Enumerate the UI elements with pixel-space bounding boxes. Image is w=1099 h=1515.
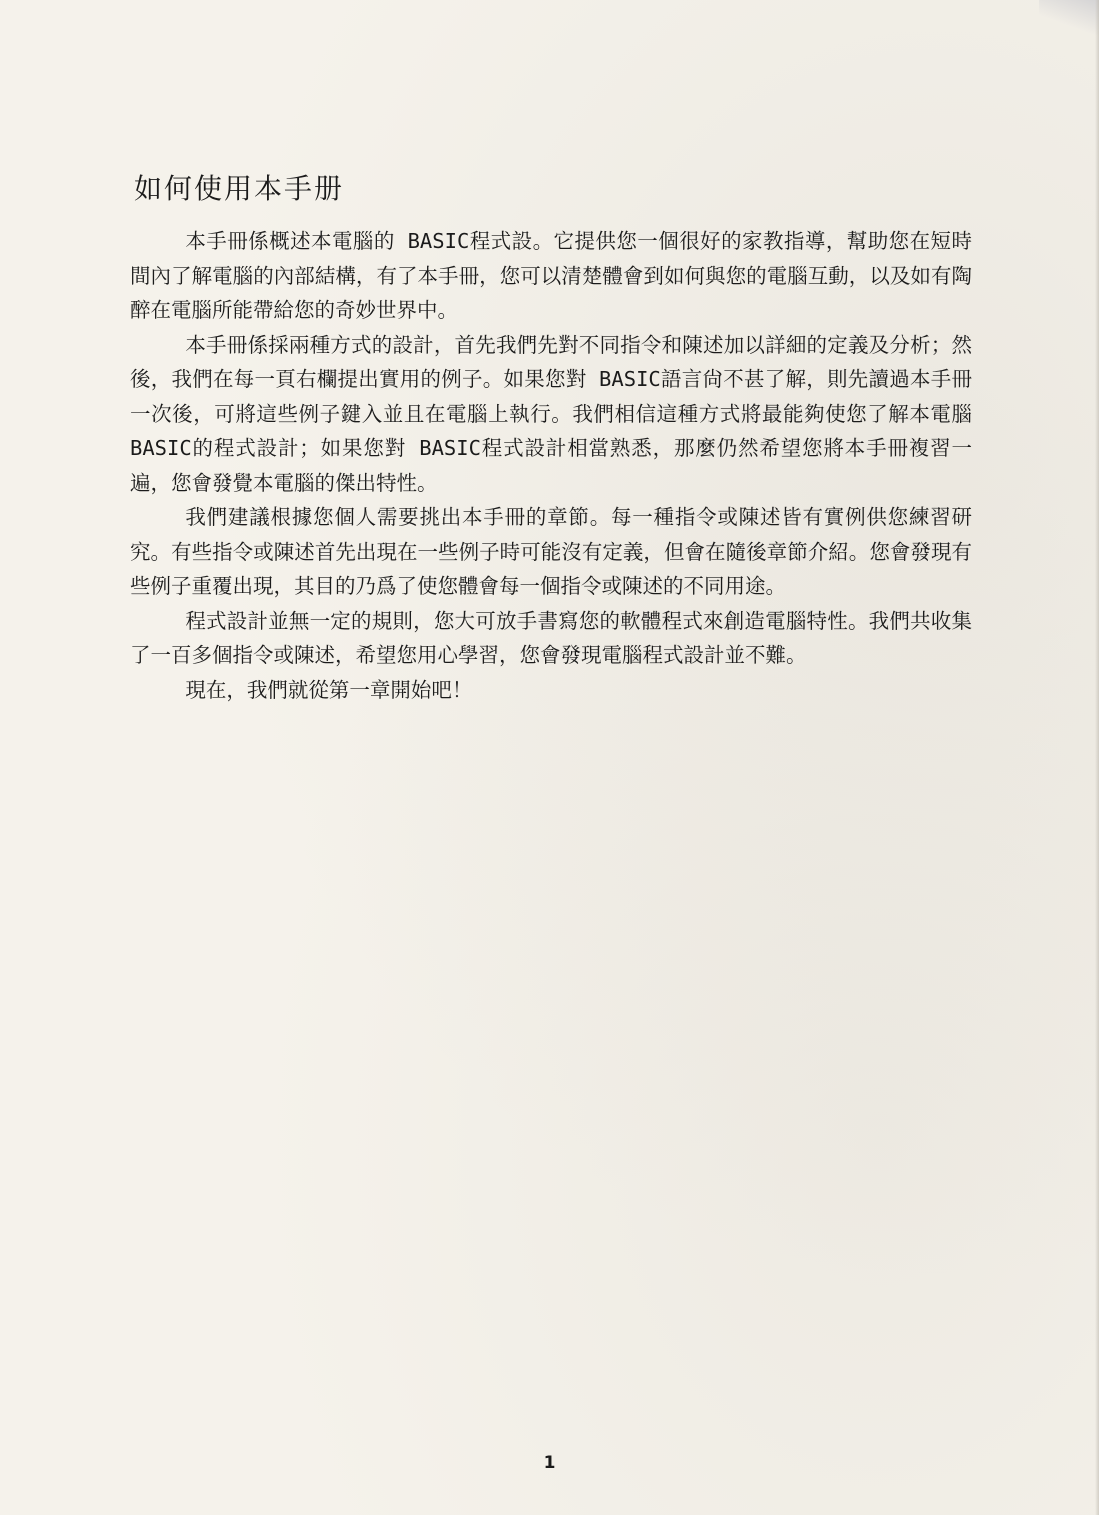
paragraph-suggestion: 我們建議根據您個人需要挑出本手冊的章節。每一種指令或陳述皆有實例供您練習研究。有些指令或陳述首先出現在一些例子時可能沒有定義，但會在隨後章節介紹。您會發現有些例子重覆出現，其目的乃爲了使您體會每一個指令或陳述的不同用途。: [130, 505, 972, 598]
page-number: 1: [543, 1453, 556, 1473]
paragraph-intro: 本手冊係概述本電腦的 BASIC程式設。它提供您一個很好的家教指導，幫助您在短時間內了解電腦的內部結構，有了本手冊，您可以清楚體會到如何與您的電腦互動，以及如有陶醉在電腦所能帶給您的奇妙世界中。: [130, 229, 972, 322]
page-title: 如何使用本手册: [134, 172, 345, 205]
page-edge: [1095, 0, 1099, 1515]
paragraph-rules: 程式設計並無一定的規則，您大可放手書寫您的軟體程式來創造電腦特性。我們共收集了一百多個指令或陳述，希望您用心學習，您會發現電腦程式設計並不難。: [130, 608, 972, 667]
page-corner-curl: [1039, 0, 1099, 40]
paragraph-design: 本手冊係採兩種方式的設計，首先我們先對不同指令和陳述加以詳細的定義及分析；然後，我們在每一頁右欄提出實用的例子。如果您對 BASIC語言尙不甚了解，則先讀過本手冊一次後，可將這些例子鍵入並且在電腦上執行。我們相信這種方式將最能夠使您了解本電腦 BASIC的程式設計；如果您對 BASIC程式設計相當熟悉，那麼仍然希望您將本手冊複習一遍，您會發覺本電腦的傑出特性。: [130, 332, 972, 495]
body-text: [130, 224, 972, 707]
paragraph-start: 現在，我們就從第一章開始吧！: [185, 677, 473, 702]
